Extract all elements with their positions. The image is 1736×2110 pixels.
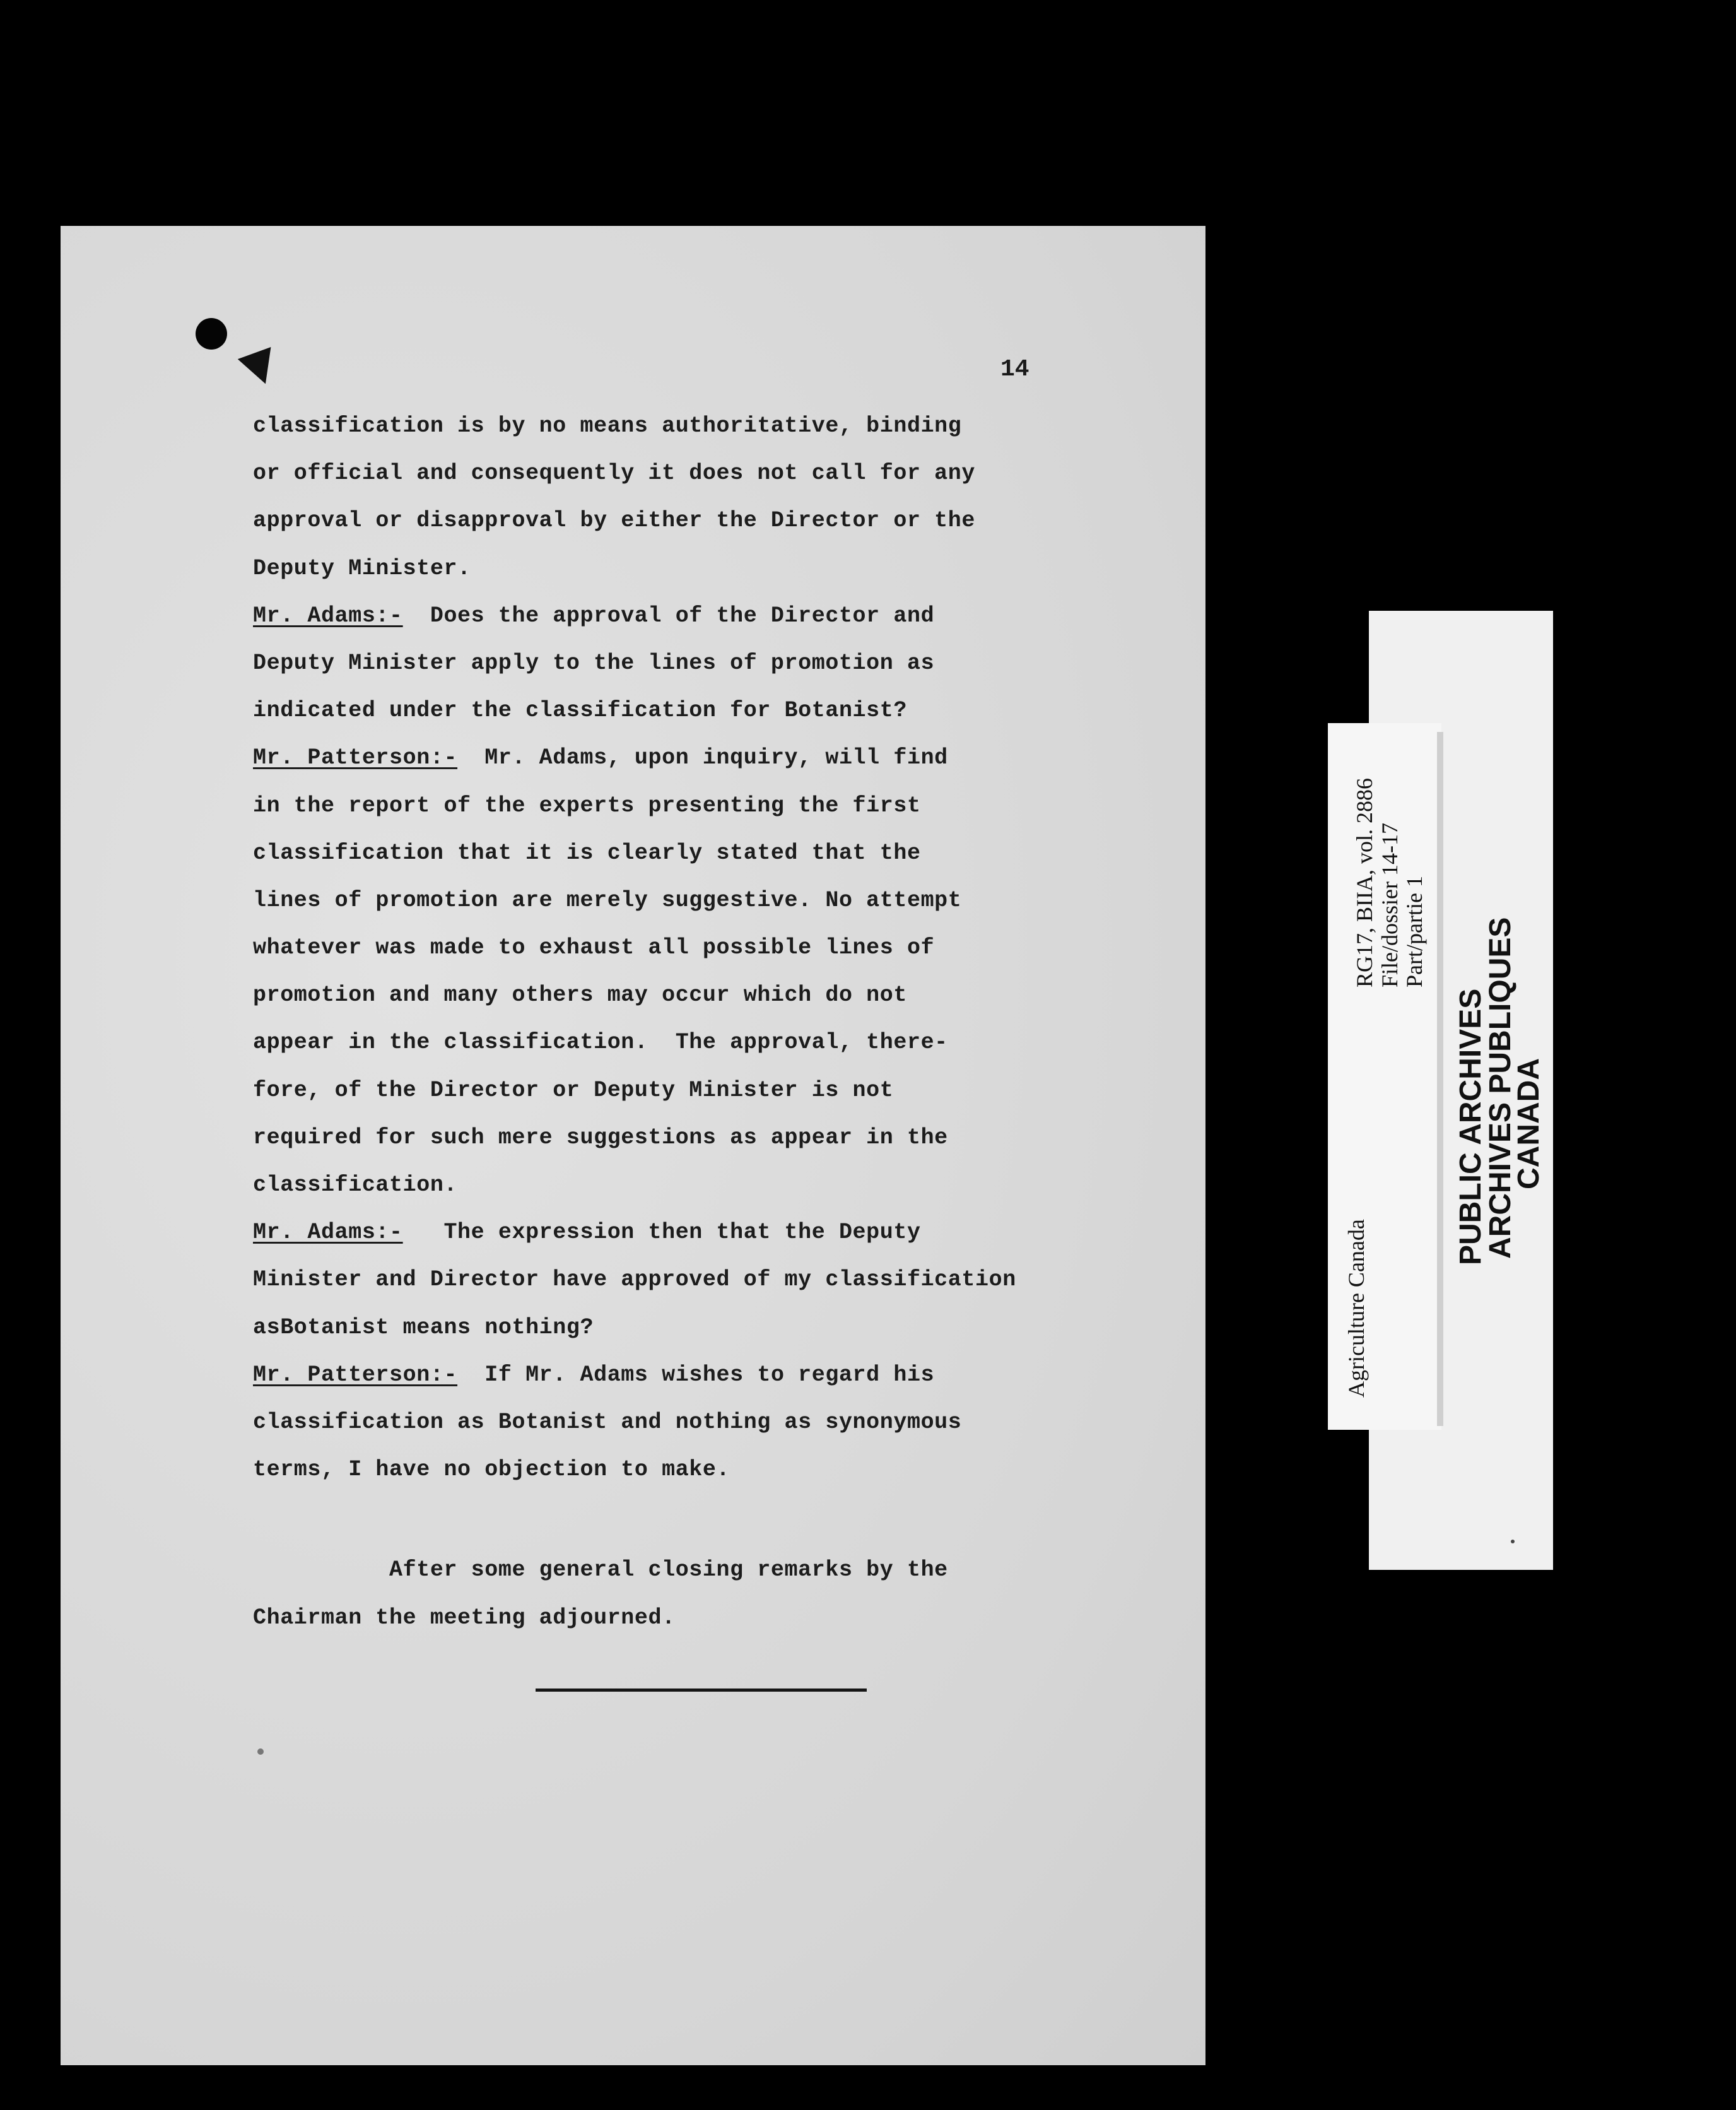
archive-stamp-1: PUBLIC ARCHIVES [1454, 988, 1487, 1265]
text-line: classification is by no means authoritative, binding [253, 413, 962, 439]
archive-reference-1: RG17, BIIA, vol. 2886 [1352, 778, 1377, 987]
text-line: Mr. Patterson:- Mr. Adams, upon inquiry, will find [253, 745, 948, 771]
text-line: promotion and many others may occur which do not [253, 982, 907, 1008]
page-number: 14 [1000, 356, 1029, 383]
punch-hole [196, 318, 227, 350]
closing-line: Chairman the meeting adjourned. [253, 1605, 676, 1630]
text-line: Mr. Adams:- The expression then that the Deputy [253, 1220, 921, 1246]
text-line: in the report of the experts presenting the first [253, 793, 921, 818]
text-line: classification. [253, 1172, 458, 1198]
closing-rule [536, 1689, 867, 1692]
text-line: appear in the classification. The approval, there- [253, 1030, 948, 1056]
typed-body [253, 403, 1149, 1642]
archive-reference-2: File/dossier 14-17 [1377, 823, 1402, 987]
text-line: Minister and Director have approved of my classification [253, 1267, 1016, 1293]
text-line: Deputy Minister. [253, 555, 471, 581]
text-line: lines of promotion are merely suggestive. No attempt [253, 887, 962, 913]
text-line: terms, I have no objection to make. [253, 1457, 730, 1483]
flag-mark [238, 347, 282, 390]
archive-reference-3: Part/partie 1 [1402, 876, 1427, 987]
speaker-label: Mr. Patterson:- [253, 1362, 458, 1388]
text-line: fore, of the Director or Deputy Minister is not [253, 1077, 894, 1103]
text-line: indicated under the classification for Botanist? [253, 698, 907, 724]
tab-shadow [1437, 732, 1443, 1426]
text-line: Mr. Patterson:- If Mr. Adams wishes to regard his [253, 1362, 935, 1388]
label-speck [1511, 1540, 1515, 1543]
tab-notch [1328, 1430, 1369, 1570]
text-line: whatever was made to exhaust all possible lines of [253, 935, 935, 961]
archive-stamp-3: CANADA [1512, 1058, 1545, 1189]
closing-line: After some general closing remarks by the [253, 1557, 948, 1583]
text-line: Deputy Minister apply to the lines of promotion as [253, 650, 935, 676]
speaker-label: Mr. Adams:- [253, 1220, 403, 1246]
text-line: approval or disapproval by either the Director or the [253, 508, 975, 534]
text-line: or official and consequently it does not call for any [253, 461, 975, 486]
archive-stamp-2: ARCHIVES PUBLIQUES [1484, 917, 1517, 1259]
archive-department: Agriculture Canada [1344, 1219, 1369, 1398]
paper-speck [257, 1748, 264, 1755]
text-line: required for such mere suggestions as appear in the [253, 1124, 948, 1150]
text-line: asBotanist means nothing? [253, 1314, 594, 1340]
text-line: classification as Botanist and nothing as synonymous [253, 1409, 962, 1435]
speaker-label: Mr. Patterson:- [253, 745, 458, 771]
speaker-label: Mr. Adams:- [253, 603, 403, 628]
text-line: classification that it is clearly stated that the [253, 840, 921, 866]
text-line: Mr. Adams:- Does the approval of the Director and [253, 603, 935, 628]
document-page [61, 226, 1205, 2065]
